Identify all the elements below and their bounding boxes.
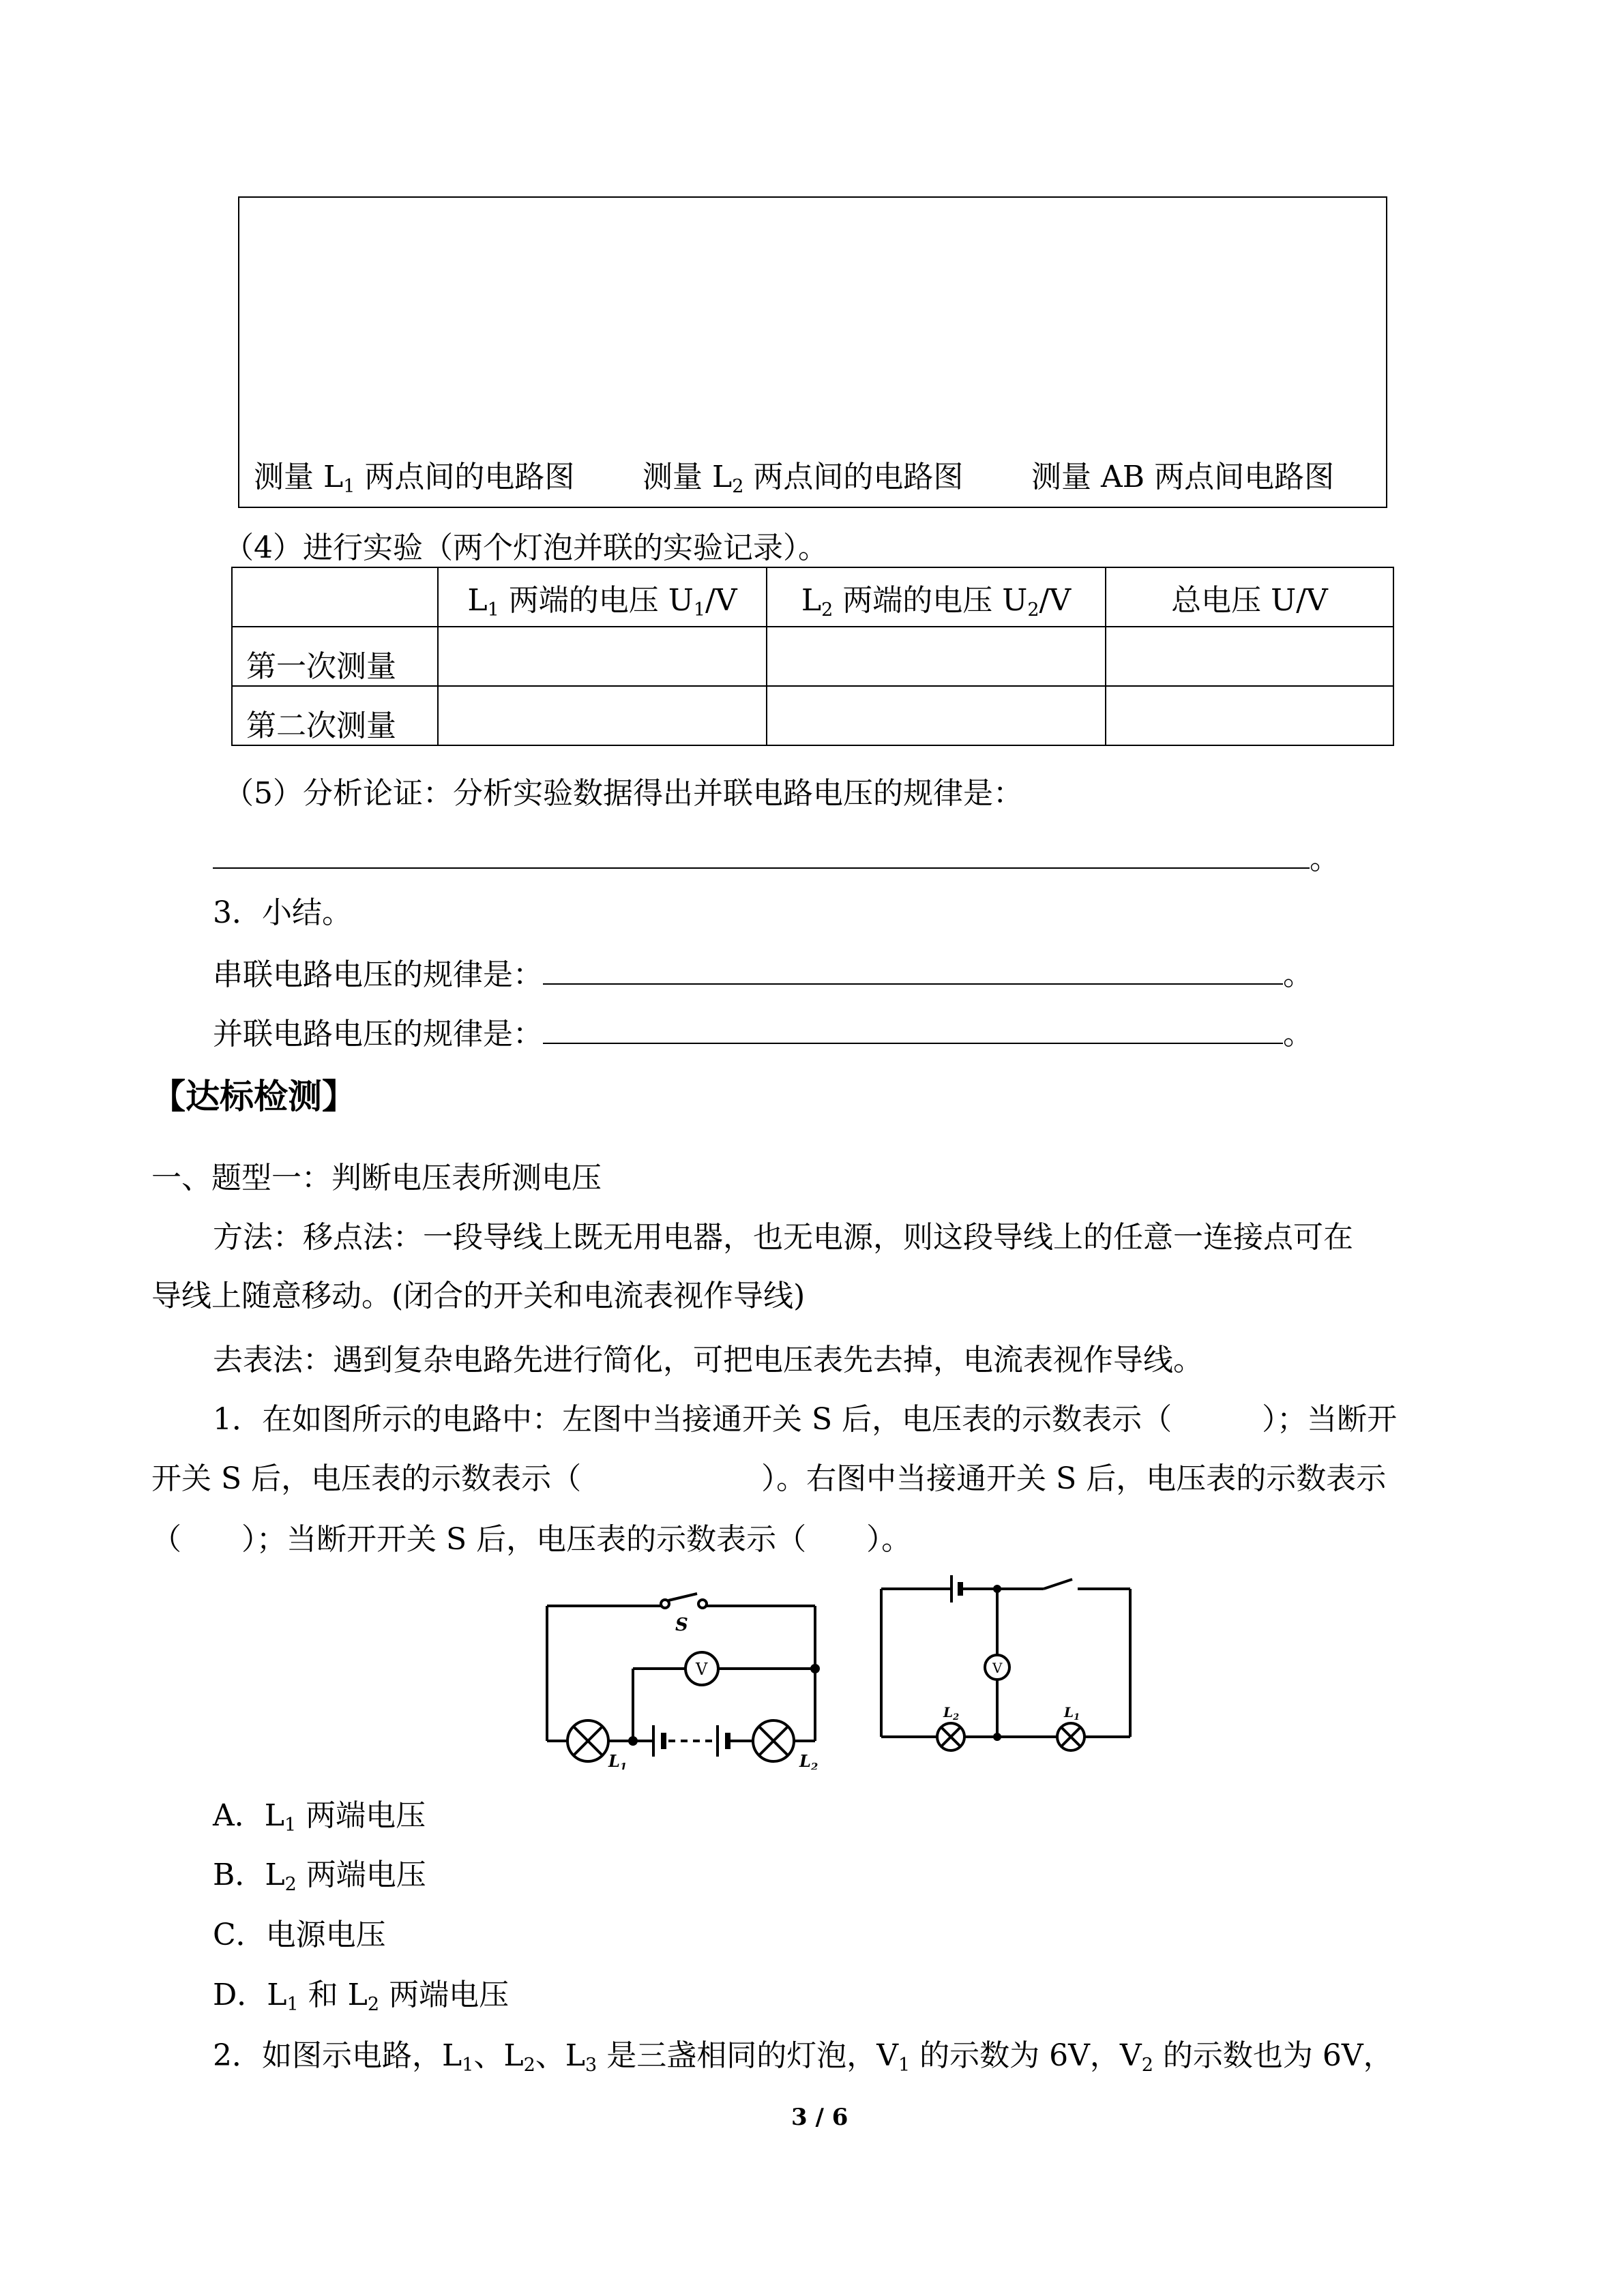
table-row-label: 第二次测量 (232, 686, 438, 745)
page-number: 3 / 6 (791, 2104, 848, 2131)
lamp-l2-label: $L_2$ (799, 1751, 818, 1770)
table-header-total: 总电压 U/V (1106, 567, 1393, 627)
table-cell[interactable] (767, 686, 1106, 745)
option-d[interactable]: D．$L_1$ 和 $L_2$ 两端电压 (213, 1978, 510, 2015)
step5-answer-line[interactable] (213, 837, 1340, 880)
diagram-label-l2: 测量 $L_2$ 两点间的电路图 (643, 460, 964, 497)
q1-line-1: 1．在如图所示的电路中：左图中当接通开关 S 后，电压表的示数表示（ ）；当断开 (213, 1402, 1398, 1437)
method-line-3: 去表法：遇到复杂电路先进行简化，可把电压表先去掉，电流表视作导线。 (213, 1343, 1203, 1377)
series-rule-line: 串联电路电压的规律是： 。 (213, 953, 1313, 996)
table-row-label: 第一次测量 (232, 627, 438, 686)
section-title: 【达标检测】 (151, 1077, 356, 1116)
voltmeter-label: V (992, 1660, 1003, 1676)
period: 。 (1310, 841, 1340, 876)
step4-text: （4）进行实验（两个灯泡并联的实验记录）。 (224, 531, 828, 565)
series-rule-blank[interactable] (543, 953, 1283, 985)
option-a[interactable]: A．$L_1$ 两端电压 (213, 1798, 426, 1836)
type1-title: 一、题型一：判断电压表所测电压 (151, 1161, 602, 1195)
q2-text: 2．如图示电路，$L_1$、$L_2$、$L_3$ 是三盏相同的灯泡，$V_1$ 的示数为 6V，$V_2$ 的示数也为 6V， (213, 2038, 1393, 2076)
voltmeter-label: V (696, 1660, 708, 1679)
table-cell[interactable] (438, 627, 767, 686)
diagram-label-l1: 测量 $L_1$ 两点间的电路图 (254, 460, 575, 497)
option-c[interactable]: C．电源电压 (213, 1918, 386, 1952)
parallel-rule-blank[interactable] (543, 1013, 1283, 1044)
summary-title: 3．小结。 (213, 895, 352, 930)
table-cell[interactable] (1106, 686, 1393, 745)
lamp-l1-label: $L_1$ (608, 1751, 628, 1770)
table-cell[interactable] (438, 686, 767, 745)
method-line-1: 方法：移点法：一段导线上既无用电器，也无电源，则这段导线上的任意一连接点可在 (213, 1220, 1353, 1255)
q1-line-3: （ ）；当断开开关 S 后，电压表的示数表示（ ）。 (151, 1522, 912, 1557)
option-b[interactable]: B．$L_2$ 两端电压 (213, 1858, 426, 1895)
record-table (231, 567, 1394, 746)
right-circuit-diagram (873, 1575, 1146, 1753)
switch-label: S (675, 1615, 688, 1635)
parallel-rule-line: 并联电路电压的规律是： 。 (213, 1013, 1313, 1055)
left-circuit-diagram (539, 1585, 839, 1770)
q1-line-2: 开关 S 后，电压表的示数表示（ ）。右图中当接通开关 S 后，电压表的示数表示 (151, 1461, 1387, 1496)
table-header-l2: $L_2$ 两端的电压 $U_2/V$ (767, 567, 1106, 627)
diagram-label-ab: 测量 AB 两点间电路图 (1031, 460, 1335, 494)
table-corner-cell (232, 567, 438, 627)
table-header-row (232, 567, 1393, 627)
table-row (232, 627, 1393, 686)
method-line-2: 导线上随意移动。(闭合的开关和电流表视作导线) (151, 1279, 806, 1313)
table-row (232, 686, 1393, 745)
table-cell[interactable] (1106, 627, 1393, 686)
table-cell[interactable] (767, 627, 1106, 686)
step5-text: （5）分析论证：分析实验数据得出并联电路电压的规律是： (224, 776, 1023, 811)
lamp-l1-label: $L_1$ (1064, 1704, 1080, 1723)
table-header-l1: $L_1$ 两端的电压 $U_1/V$ (438, 567, 767, 627)
lamp-l2-label: $L_2$ (943, 1704, 960, 1723)
